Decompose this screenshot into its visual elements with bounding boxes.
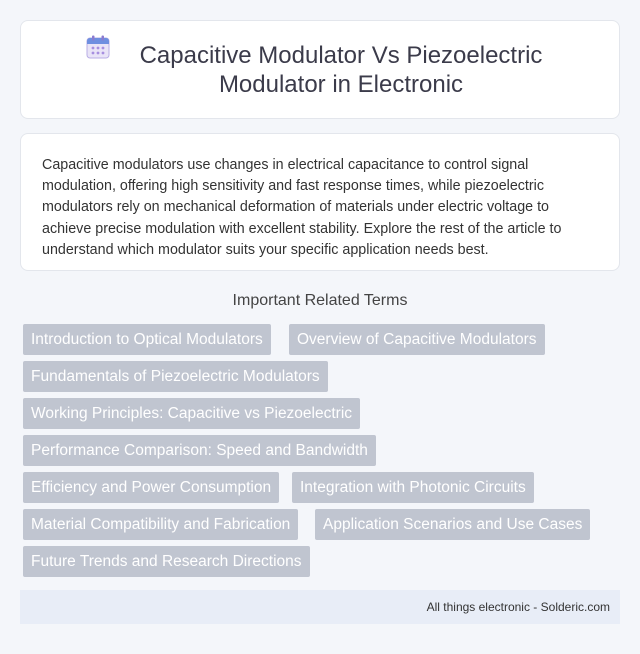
calendar-icon	[84, 33, 112, 61]
related-terms-heading: Important Related Terms	[232, 292, 408, 309]
related-term-tag[interactable]: Future Trends and Research Directions	[23, 546, 310, 577]
related-term-tag[interactable]: Overview of Capacitive Modulators	[289, 324, 545, 355]
related-term-tag[interactable]: Material Compatibility and Fabrication	[23, 509, 298, 540]
summary-text: Capacitive modulators use changes in electrical capacitance to control signal modulation, offering high sensitivity and fast response times, while piezoelectric modulators rely on mechanical deformation of materials under electric voltage to achieve precise modulation with excellent stability. Explore the rest of the article to understand which modulator suits your specific application needs best.	[42, 157, 562, 258]
summary-card	[20, 133, 620, 271]
related-term-tag[interactable]: Integration with Photonic Circuits	[292, 472, 534, 503]
page-title: Capacitive Modulator Vs Piezoelectric Modulator in Electronic	[139, 41, 543, 98]
related-term-tag[interactable]: Efficiency and Power Consumption	[23, 472, 279, 503]
related-term-tag[interactable]: Working Principles: Capacitive vs Piezoelectric	[23, 398, 360, 429]
footer	[20, 590, 620, 624]
related-term-tag[interactable]: Performance Comparison: Speed and Bandwidth	[23, 435, 376, 466]
related-term-tag[interactable]: Fundamentals of Piezoelectric Modulators	[23, 361, 328, 392]
title-card	[20, 20, 620, 119]
related-term-tag[interactable]: Application Scenarios and Use Cases	[315, 509, 590, 540]
footer-text: All things electronic - Solderic.com	[426, 600, 610, 614]
related-term-tag[interactable]: Introduction to Optical Modulators	[23, 324, 271, 355]
